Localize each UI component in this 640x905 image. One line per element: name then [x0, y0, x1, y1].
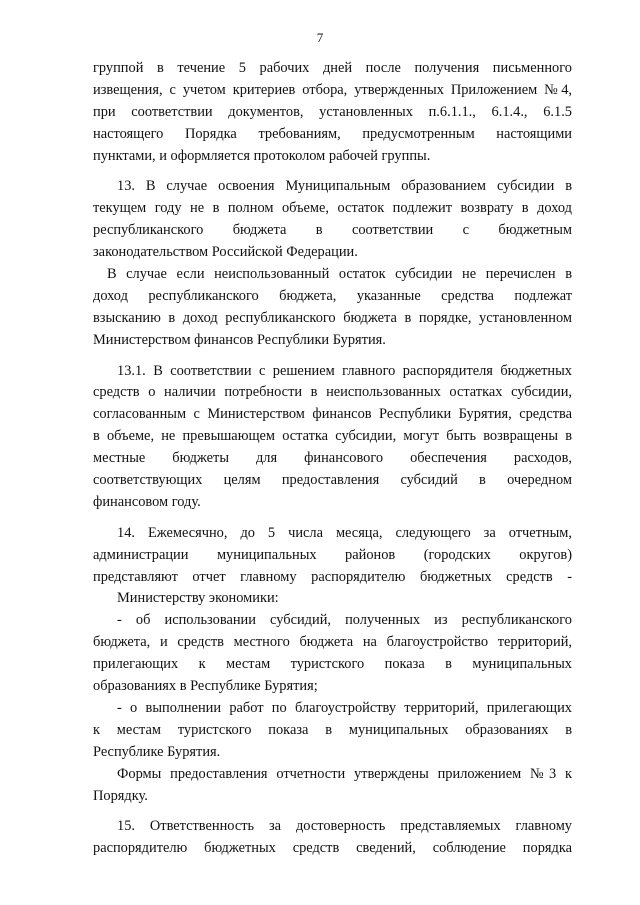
- text-line: Порядку.: [93, 787, 148, 804]
- text-line: распорядителю бюджетных средств сведений, соблюдение порядка: [93, 840, 572, 857]
- text-line: представляют отчет главному распорядителю бюджетных средств -: [93, 568, 572, 585]
- text-line: текущем году не в полном объеме, остаток подлежит возврату в доход: [93, 200, 572, 217]
- text-line: доход республиканского бюджета, указанные средства подлежат: [93, 287, 572, 304]
- text-line: - о выполнении работ по благоустройству территорий, прилегающих: [117, 699, 572, 716]
- text-line: Министерству экономики:: [117, 590, 279, 607]
- text-line: в объеме, не превышающем остатка субсидии, могут быть возвращены в: [93, 428, 572, 445]
- text-line: бюджета, и средств местного бюджета на благоустройство территорий,: [93, 634, 572, 651]
- text-line: 13. В случае освоения Муниципальным образованием субсидии в: [117, 178, 572, 195]
- text-line: республиканского бюджета в соответствии с бюджетным: [93, 222, 572, 239]
- text-line: администрации муниципальных районов (городских округов): [93, 546, 572, 563]
- text-line: соответствующих целям предоставления субсидий в очередном: [93, 472, 572, 489]
- text-line: взысканию в доход республиканского бюджета в порядке, установленном: [93, 309, 572, 326]
- text-line: настоящего Порядка требованиям, предусмотренным настоящими: [93, 125, 572, 142]
- text-line: согласованным с Министерством финансов Республики Бурятия, средства: [93, 406, 572, 423]
- page-number: 7: [316, 30, 324, 45]
- text-line: Республике Бурятия.: [93, 743, 221, 760]
- text-line: финансовом году.: [93, 493, 201, 510]
- text-line: 14. Ежемесячно, до 5 числа месяца, следующего за отчетным,: [117, 524, 572, 541]
- text-line: - об использовании субсидий, полученных из республиканского: [117, 612, 572, 629]
- text-line: средств о наличии потребности в неиспользованных остатках субсидии,: [93, 384, 572, 401]
- text-line: прилегающих к местам туристского показа в муниципальных: [93, 656, 572, 673]
- text-line: 13.1. В соответствии с решением главного распорядителя бюджетных: [117, 362, 572, 379]
- text-line: при соответствии документов, установленных п.6.1.1., 6.1.4., 6.1.5: [93, 103, 572, 120]
- text-line: группой в течение 5 рабочих дней после получения письменного: [93, 60, 572, 76]
- text-line: законодательством Российской Федерации.: [93, 244, 358, 261]
- text-line: образованиях в Республике Бурятия;: [93, 678, 318, 695]
- text-line: В случае если неиспользованный остаток субсидии не перечислен в: [107, 266, 572, 283]
- text-line: извещения, с учетом критериев отбора, утвержденных Приложением №4,: [93, 81, 572, 98]
- document-body: [93, 58, 572, 860]
- text-line: 15. Ответственность за достоверность представляемых главному: [117, 818, 572, 835]
- text-line: местные бюджеты для финансового обеспечения расходов,: [93, 450, 572, 467]
- text-line: Формы предоставления отчетности утверждены приложением №3 к: [117, 765, 572, 782]
- text-line: Министерством финансов Республики Бурятия.: [93, 331, 386, 348]
- text-line: к местам туристского показа в муниципальных образованиях в: [93, 721, 572, 738]
- text-line: пунктами, и оформляется протоколом рабочей группы.: [93, 147, 431, 164]
